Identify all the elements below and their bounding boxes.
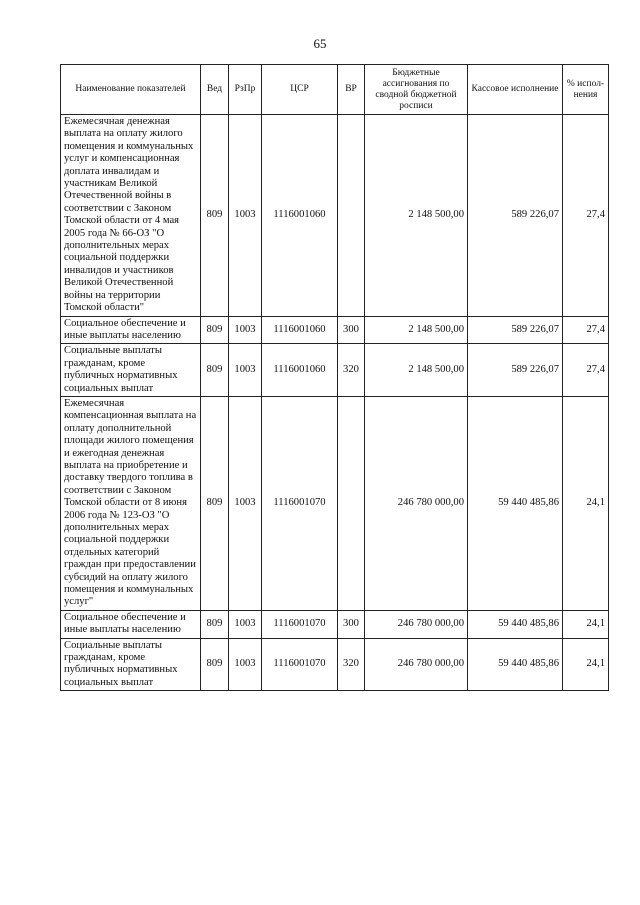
row-csr: 1116001070 [262, 638, 338, 691]
row-vr: 320 [338, 344, 365, 397]
row-rzpr: 1003 [229, 638, 262, 691]
row-csr: 1116001070 [262, 396, 338, 610]
table-row [61, 316, 609, 344]
row-execution-percent: 27,4 [563, 115, 609, 317]
row-cash-execution: 589 226,07 [468, 316, 563, 344]
row-rzpr: 1003 [229, 344, 262, 397]
row-assignments: 246 780 000,00 [365, 638, 468, 691]
row-assignments: 246 780 000,00 [365, 610, 468, 638]
row-cash-execution: 59 440 485,86 [468, 638, 563, 691]
row-vr: 320 [338, 638, 365, 691]
row-rzpr: 1003 [229, 396, 262, 610]
table-row [61, 396, 609, 610]
row-ved: 809 [201, 316, 229, 344]
row-rzpr: 1003 [229, 610, 262, 638]
table-row [61, 344, 609, 397]
header-csr: ЦСР [262, 65, 338, 115]
row-execution-percent: 24,1 [563, 638, 609, 691]
row-execution-percent: 24,1 [563, 610, 609, 638]
row-vr [338, 115, 365, 317]
row-ved: 809 [201, 638, 229, 691]
row-rzpr: 1003 [229, 115, 262, 317]
row-vr [338, 396, 365, 610]
header-assignments: Бюджетные ассигнования по сводной бюджетной росписи [365, 65, 468, 115]
row-csr: 1116001060 [262, 316, 338, 344]
row-ved: 809 [201, 396, 229, 610]
header-name: Наименование показателей [61, 65, 201, 115]
header-vr: ВР [338, 65, 365, 115]
page-number: 65 [313, 36, 327, 51]
row-cash-execution: 589 226,07 [468, 115, 563, 317]
row-assignments: 246 780 000,00 [365, 396, 468, 610]
row-name: Ежемесячная денежная выплата на оплату жилого помещения и коммунальных услуг и компенсационная доплата инвалидам и участникам Великой Отечественной войны в соответствии с Законом Томской области от 4 мая 2005 года № 66-ОЗ "О дополнительных мерах социальной поддержки инвалидов и участников Великой Отечественной войны на территории Томской области" [61, 115, 201, 317]
budget-execution-table [60, 64, 609, 691]
row-assignments: 2 148 500,00 [365, 344, 468, 397]
row-execution-percent: 27,4 [563, 344, 609, 397]
row-name: Ежемесячная компенсационная выплата на оплату дополнительной площади жилого помещения и ежегодная денежная выплата на приобретение и доставку твердого топлива в соответствии с Законом Томской области от 8 июня 2006 года № 123-ОЗ "О дополнительных мерах социальной поддержки отдельных категорий граждан при предоставлении субсидий на оплату жилого помещения и коммунальных услуг" [61, 396, 201, 610]
row-cash-execution: 59 440 485,86 [468, 610, 563, 638]
row-vr: 300 [338, 610, 365, 638]
table-row [61, 638, 609, 691]
row-ved: 809 [201, 344, 229, 397]
header-ved: Вед [201, 65, 229, 115]
row-ved: 809 [201, 115, 229, 317]
row-csr: 1116001060 [262, 344, 338, 397]
row-assignments: 2 148 500,00 [365, 115, 468, 317]
header-cash-execution: Кассовое исполнение [468, 65, 563, 115]
row-name: Социальные выплаты гражданам, кроме публичных нормативных социальных выплат [61, 638, 201, 691]
row-name: Социальное обеспечение и иные выплаты населению [61, 610, 201, 638]
row-csr: 1116001060 [262, 115, 338, 317]
row-assignments: 2 148 500,00 [365, 316, 468, 344]
header-execution-percent: % испол-нения [563, 65, 609, 115]
header-rzpr: РзПр [229, 65, 262, 115]
row-csr: 1116001070 [262, 610, 338, 638]
row-cash-execution: 59 440 485,86 [468, 396, 563, 610]
row-execution-percent: 24,1 [563, 396, 609, 610]
row-rzpr: 1003 [229, 316, 262, 344]
header-row [61, 65, 609, 115]
row-ved: 809 [201, 610, 229, 638]
row-name: Социальные выплаты гражданам, кроме публичных нормативных социальных выплат [61, 344, 201, 397]
table-row [61, 115, 609, 317]
table-row [61, 610, 609, 638]
row-cash-execution: 589 226,07 [468, 344, 563, 397]
row-execution-percent: 27,4 [563, 316, 609, 344]
row-name: Социальное обеспечение и иные выплаты населению [61, 316, 201, 344]
row-vr: 300 [338, 316, 365, 344]
